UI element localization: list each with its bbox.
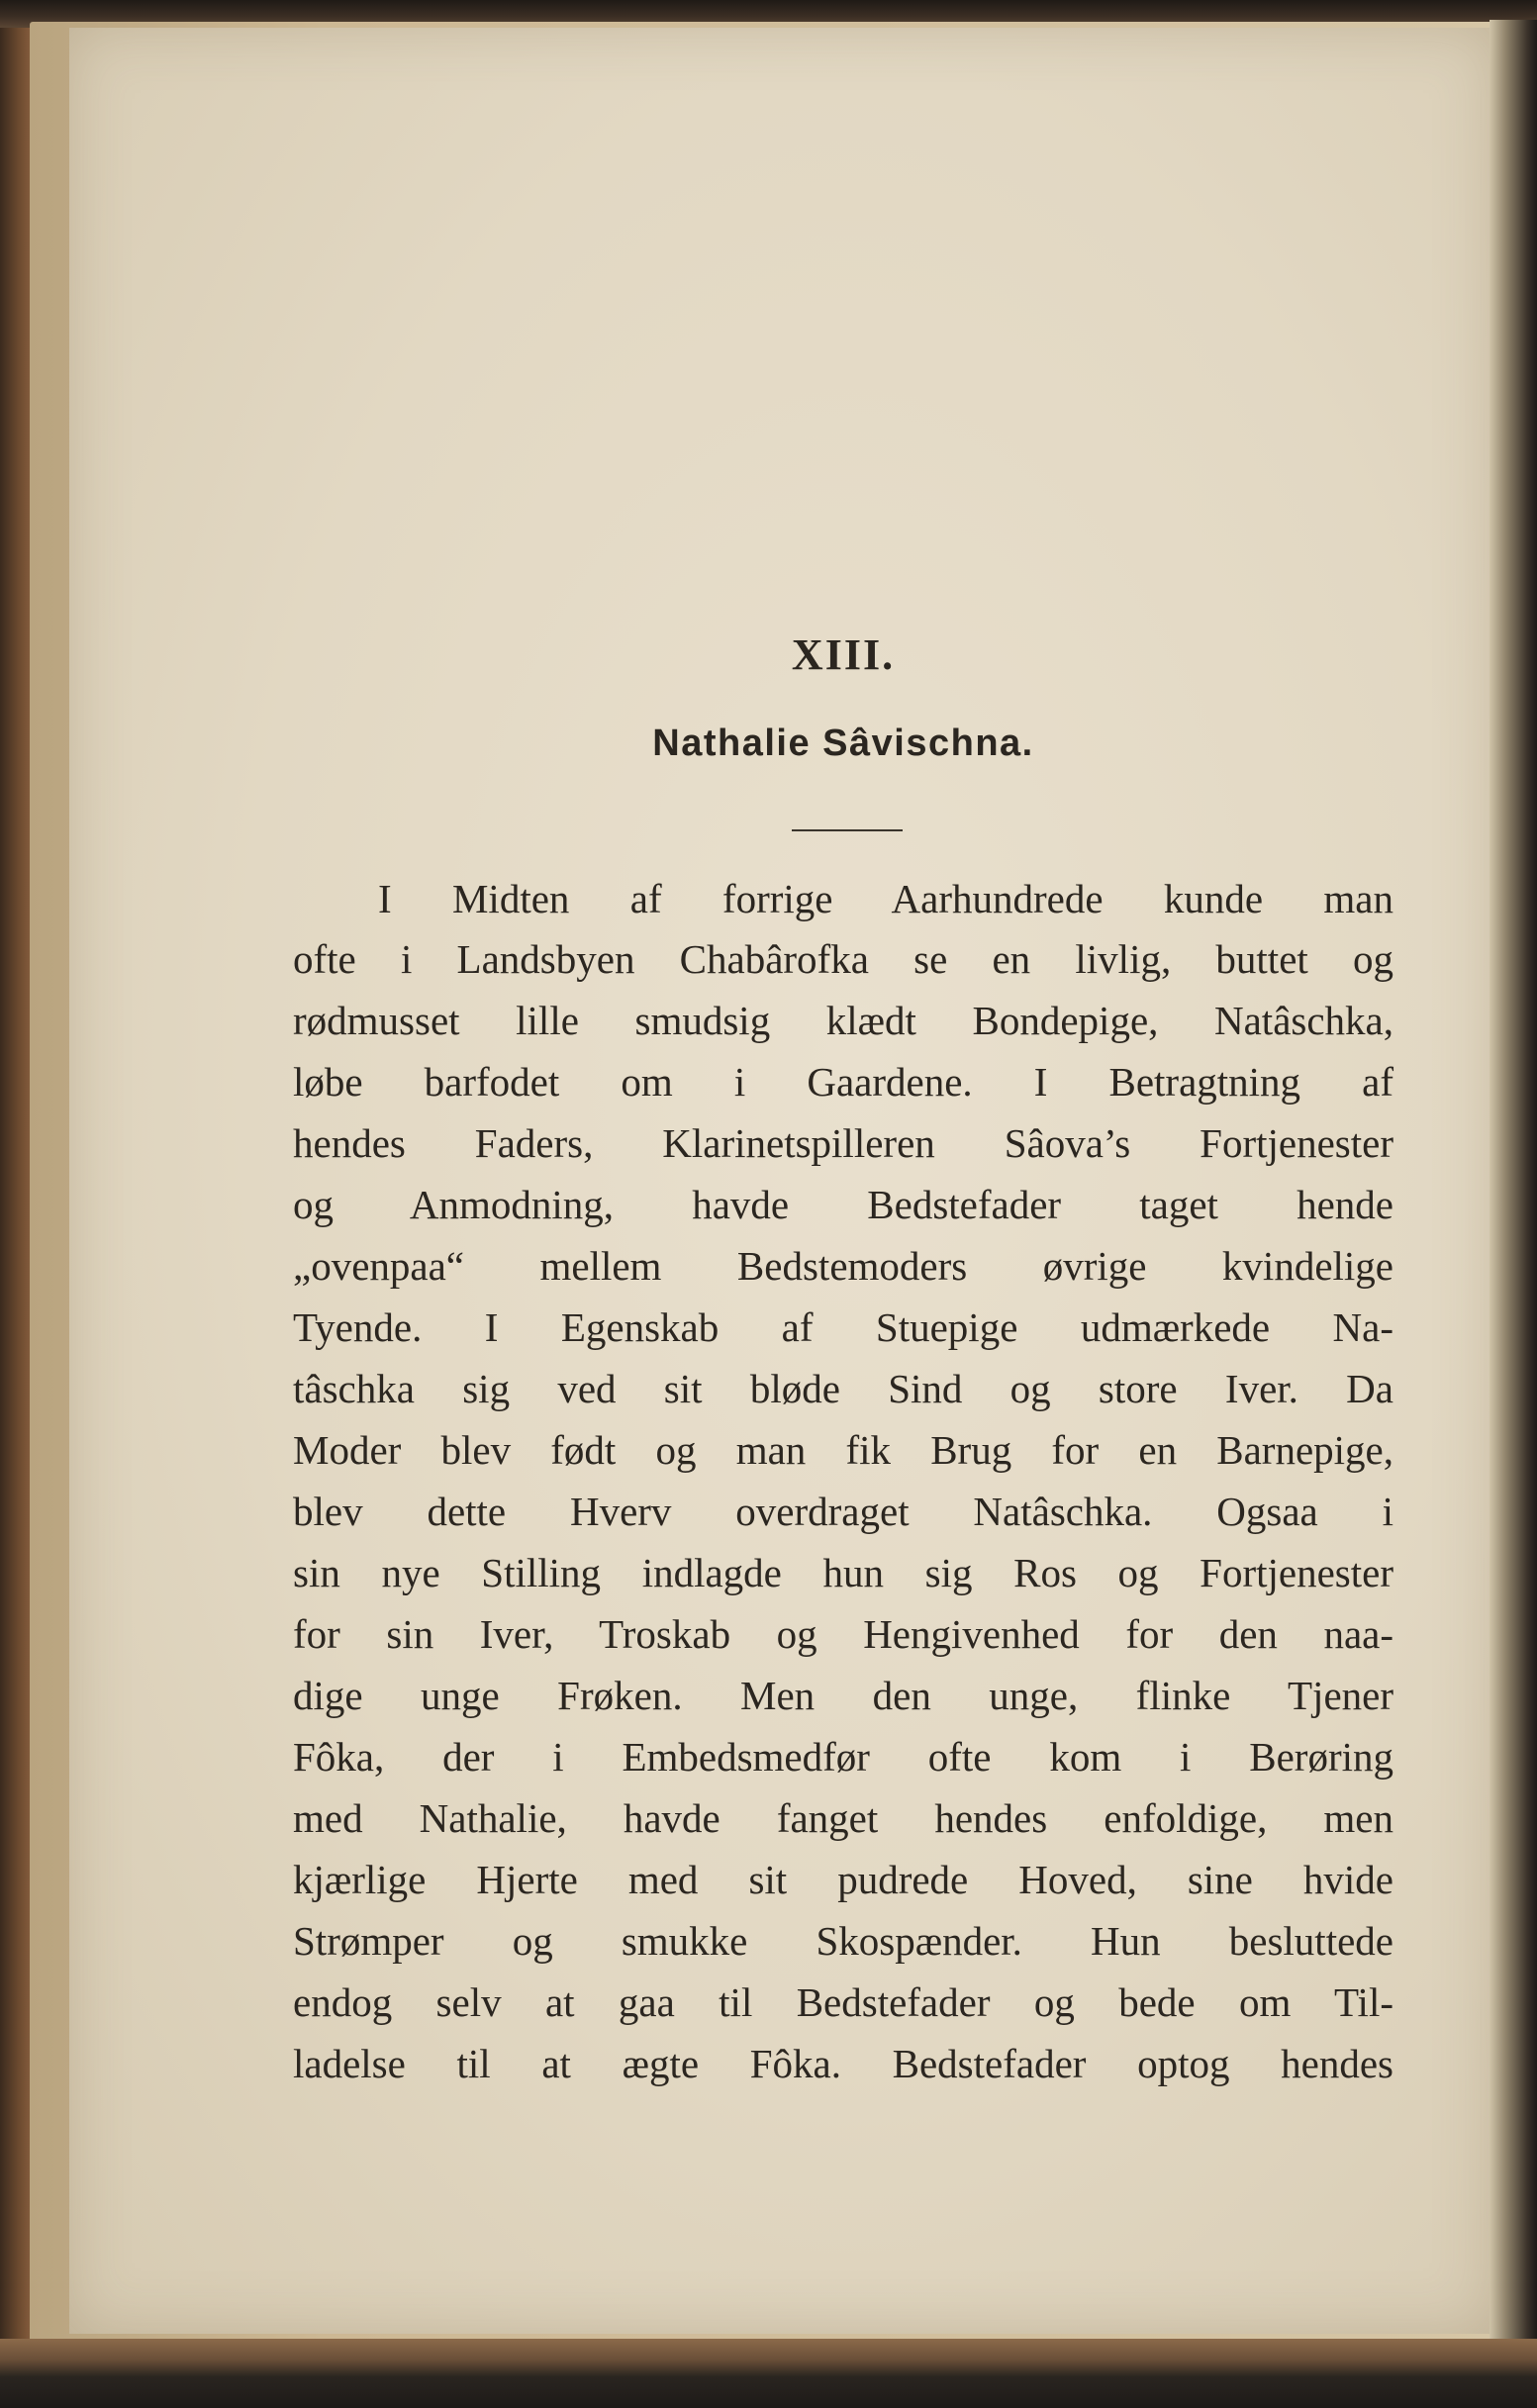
title-divider [792, 829, 903, 831]
body-line: ladelse til at ægte Fôka. Bedstefader optog hendes [293, 2041, 1393, 2086]
body-line: rødmusset lille smudsig klædt Bondepige, Natâschka, [293, 998, 1393, 1043]
book-binding-bottom [0, 2339, 1537, 2408]
gutter-shadow [1489, 20, 1537, 2346]
body-line: ofte i Landsbyen Chabârofka se en livlig, buttet og [293, 936, 1393, 982]
body-line: løbe barfodet om i Gaardene. I Betragtning af [293, 1059, 1393, 1105]
body-line: for sin Iver, Troskab og Hengivenhed for den naa- [293, 1611, 1393, 1657]
body-line: Strømper og smukke Skospænder. Hun besluttede [293, 1918, 1393, 1964]
body-line: hendes Faders, Klarinetspilleren Sâova’s Fortjenester [293, 1120, 1393, 1166]
chapter-title: Nathalie Sâvischna. [652, 722, 1034, 764]
body-line: tâschka sig ved sit bløde Sind og store Iver. Da [293, 1366, 1393, 1411]
body-line: „ovenpaa“ mellem Bedstemoders øvrige kvindelige [293, 1243, 1393, 1289]
body-line: dige unge Frøken. Men den unge, flinke Tjener [293, 1673, 1393, 1718]
body-line: endog selv at gaa til Bedstefader og bede om Til- [293, 1979, 1393, 2025]
body-line: Tyende. I Egenskab af Stuepige udmærkede Na- [293, 1304, 1393, 1350]
body-line: og Anmodning, havde Bedstefader taget hende [293, 1182, 1393, 1227]
body-line: Moder blev født og man fik Brug for en Barnepige, [293, 1427, 1393, 1473]
body-line: I Midten af forrige Aarhundrede kunde man [378, 876, 1393, 921]
chapter-number: XIII. [791, 630, 896, 679]
body-line: med Nathalie, havde fanget hendes enfoldige, men [293, 1795, 1393, 1841]
body-line: Fôka, der i Embedsmedfør ofte kom i Berøring [293, 1734, 1393, 1780]
body-line: sin nye Stilling indlagde hun sig Ros og Fortjenester [293, 1550, 1393, 1595]
body-line: blev dette Hverv overdraget Natâschka. Ogsaa i [293, 1489, 1393, 1534]
body-line: kjærlige Hjerte med sit pudrede Hoved, sine hvide [293, 1857, 1393, 1902]
